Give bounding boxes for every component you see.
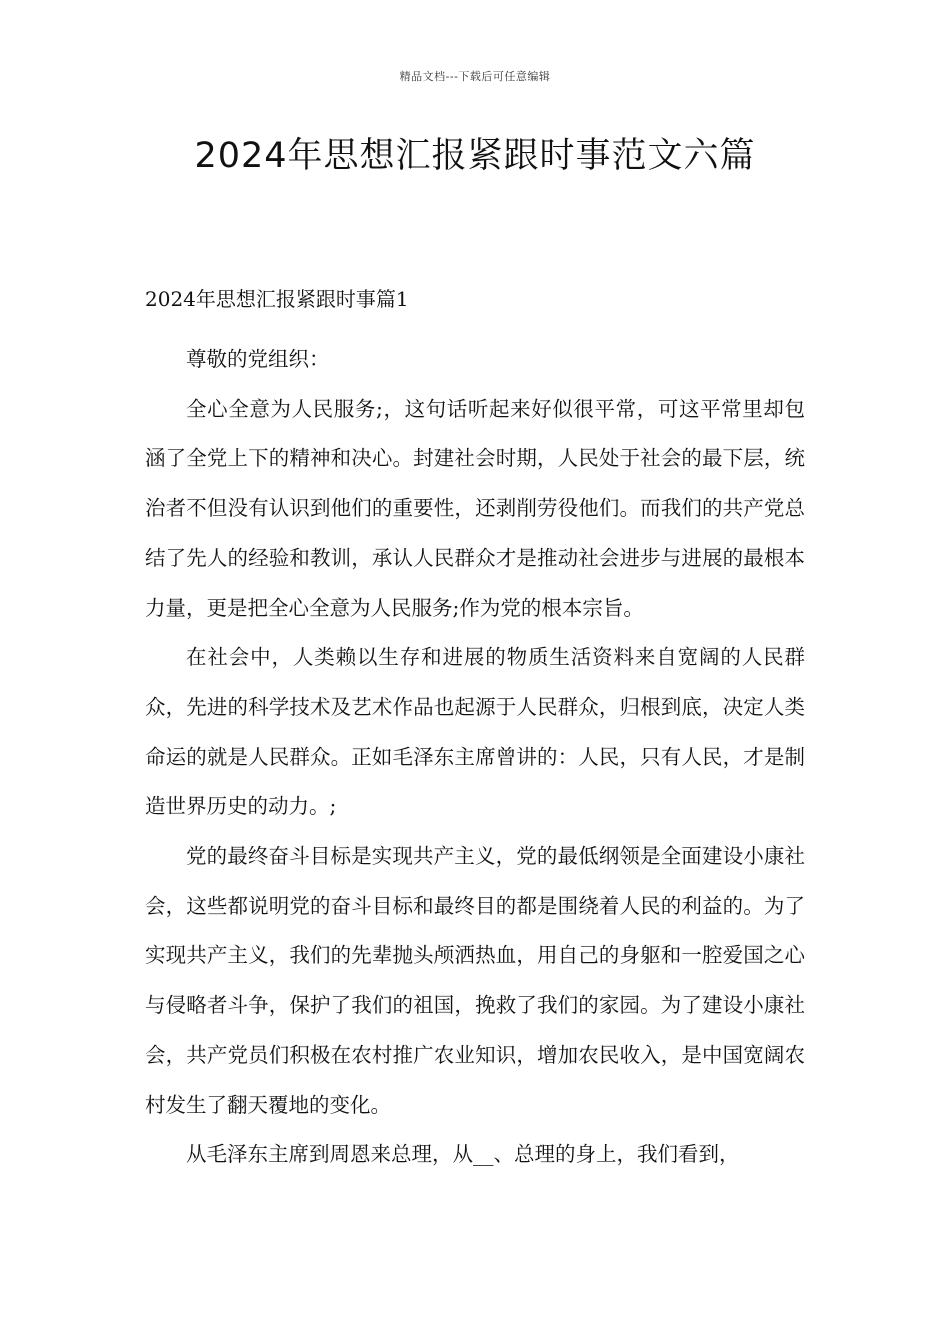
paragraph-3: 党的最终奋斗目标是实现共产主义，党的最低纲领是全面建设小康社会，这些都说明党的奋斗目标和最终目的都是围绕着人民的利益的。为了实现共产主义，我们的先辈抛头颅洒热血，用自己的身躯和一腔爱国之心与侵略者斗争，保护了我们的祖国，挽救了我们的家园。为了建设小康社会，共产党员们积极在农村推广农业知识，增加农民收入，是中国宽阔农村发生了翻天覆地的变化。 (145, 844, 805, 1117)
header-note: 精品文档---下载后可任意编辑 (399, 70, 551, 83)
paragraph-1: 全心全意为人民服务;，这句话听起来好似很平常，可这平常里却包涵了全党上下的精神和决心。封建社会时期，人民处于社会的最下层，统治者不但没有认识到他们的重要性，还剥削劳役他们。而我们的共产党总结了先人的经验和教训，承认人民群众才是推动社会进步与进展的最根本力量，更是把全心全意为人民服务;作为党的根本宗旨。 (145, 396, 805, 620)
salutation: 尊敬的党组织： (186, 347, 330, 371)
section-heading: 2024年思想汇报紧跟时事篇1 (145, 287, 409, 311)
paragraph-4: 从毛泽东主席到周恩来总理，从__、总理的身上，我们看到， (186, 1142, 740, 1167)
document-title: 2024年思想汇报紧跟时事范文六篇 (194, 136, 756, 176)
document-body (145, 335, 805, 1180)
paragraph-2: 在社会中，人类赖以生存和进展的物质生活资料来自宽阔的人民群众，先进的科学技术及艺术作品也起源于人民群众，归根到底，决定人类命运的就是人民群众。正如毛泽东主席曾讲的：人民，只有人民，才是制造世界历史的动力。; (145, 645, 805, 819)
